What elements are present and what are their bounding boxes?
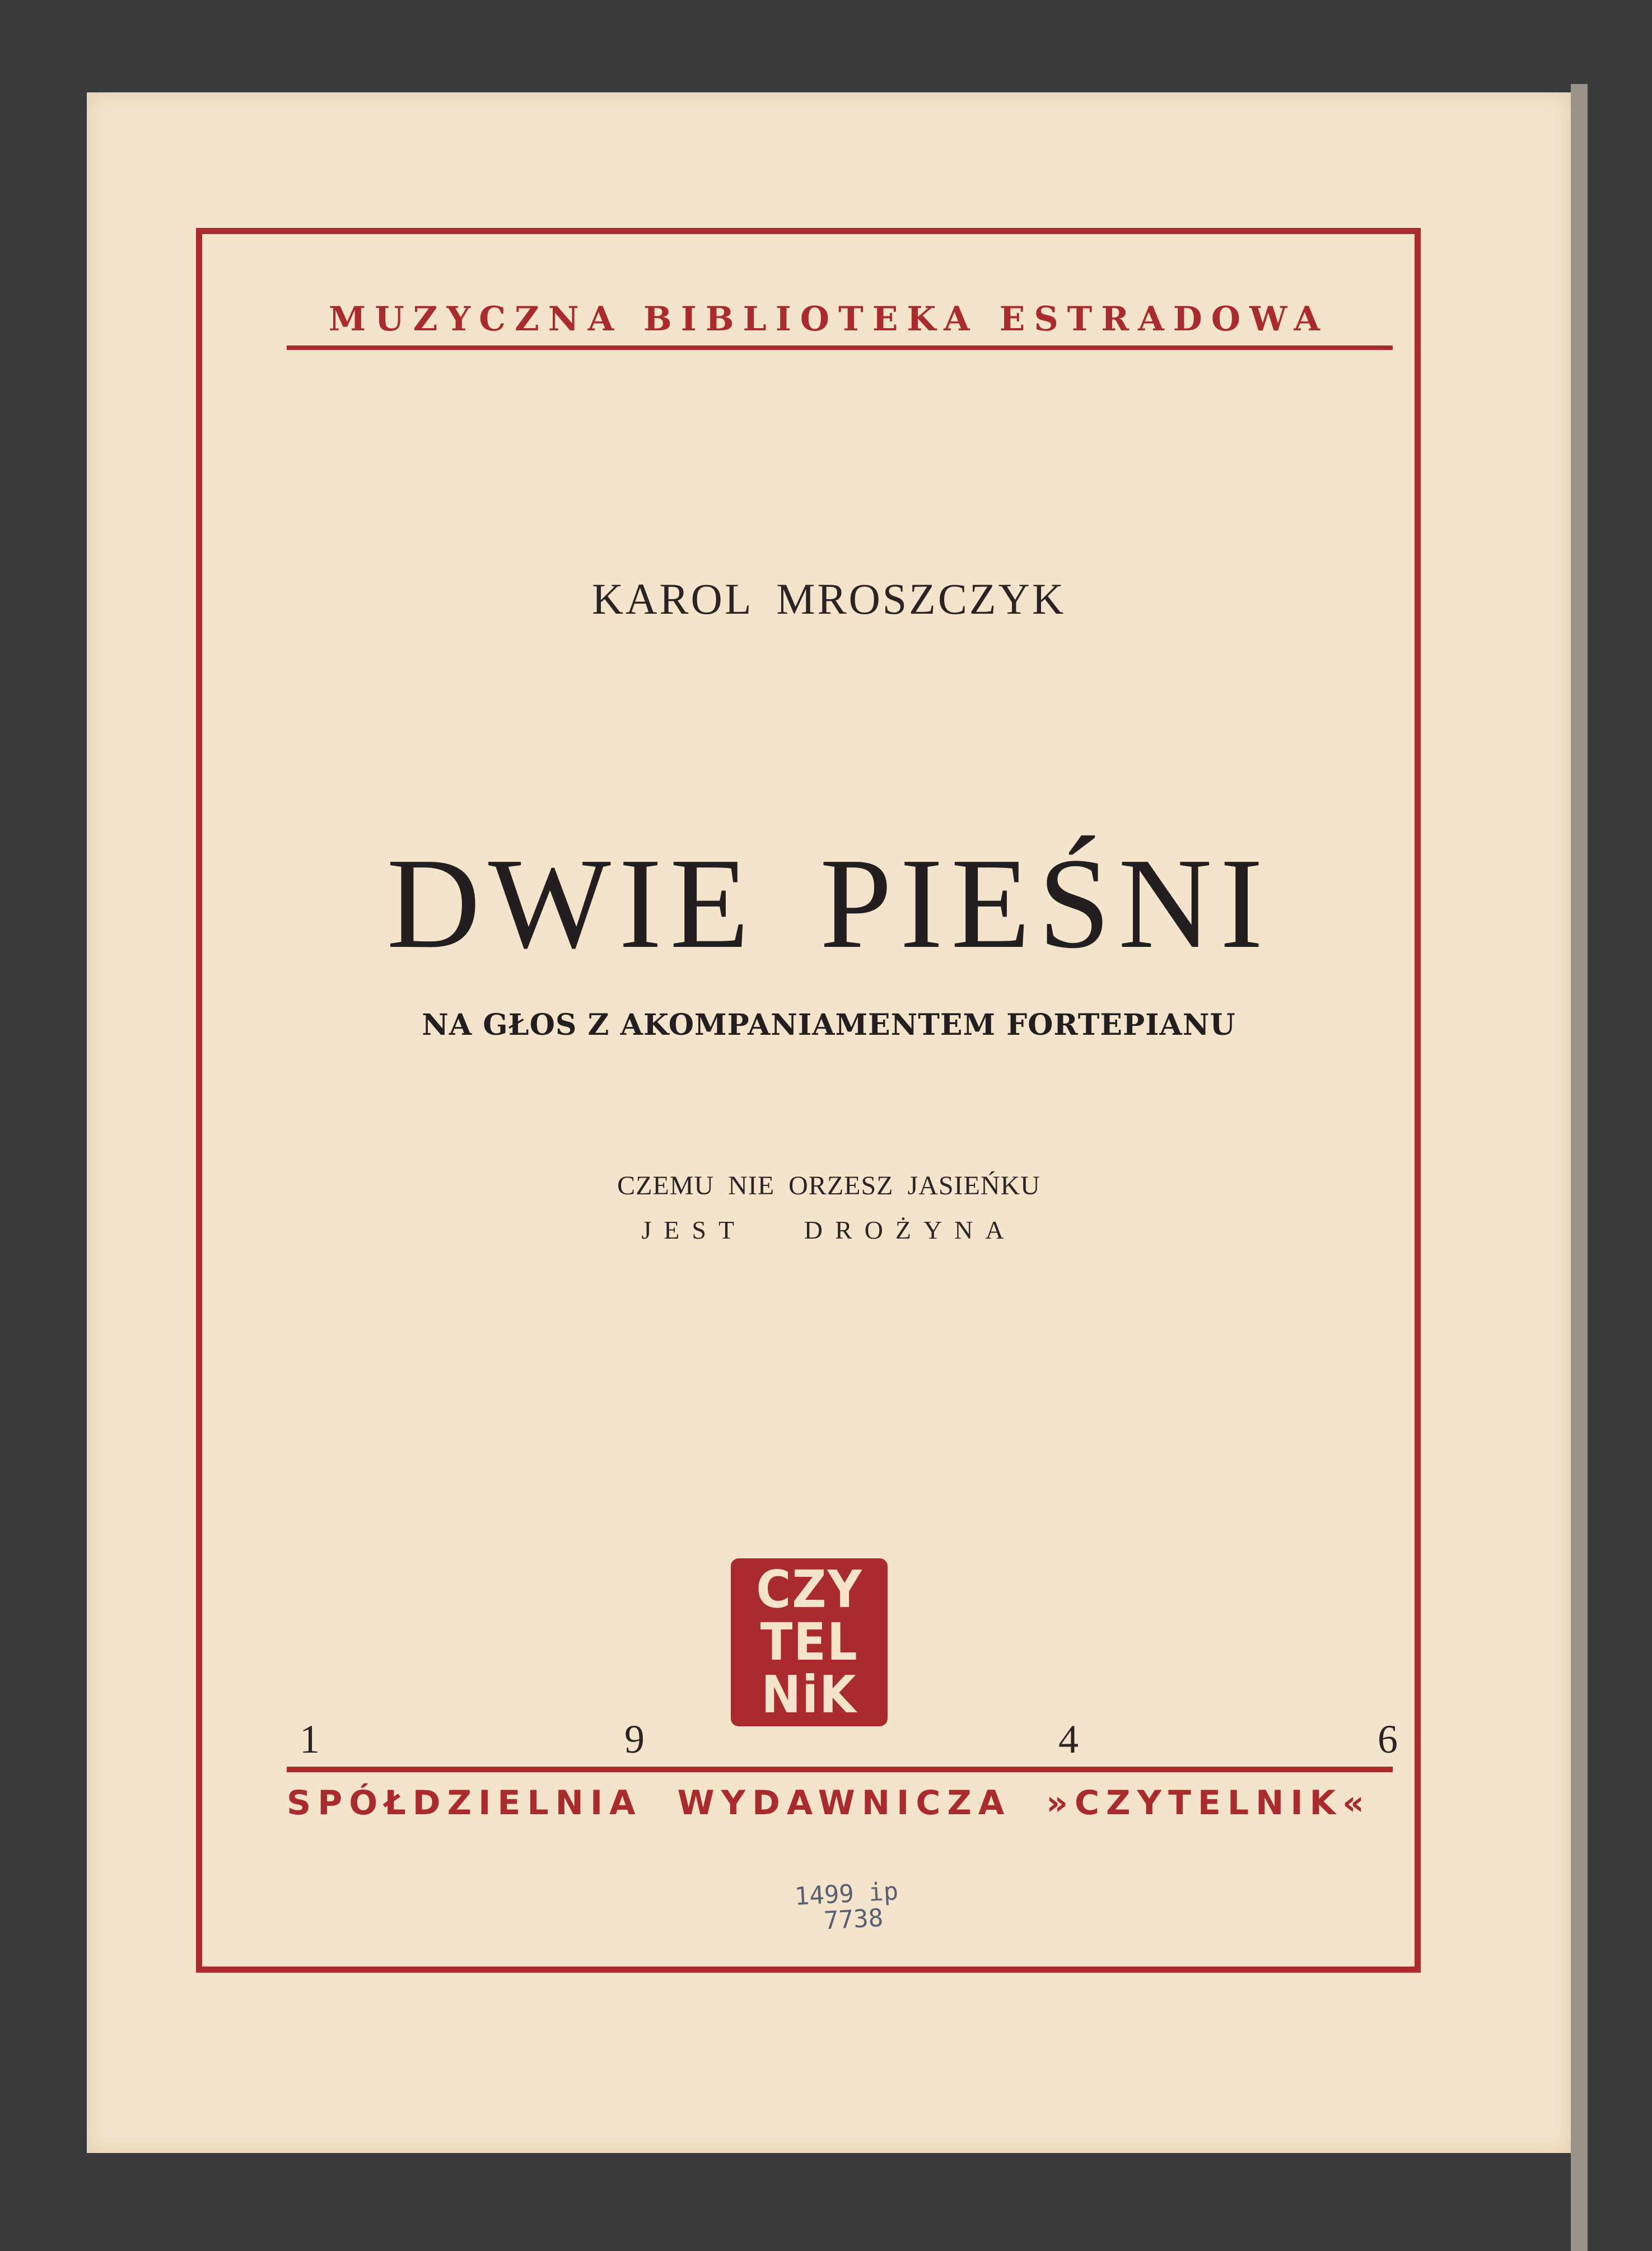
year-underline [287, 1767, 1393, 1772]
stamp-line-1: 1499 ip [794, 1877, 899, 1911]
song-title-2: JEST DROŻYNA [641, 1216, 1016, 1244]
year-digit: 6 [1378, 1717, 1398, 1762]
series-title: MUZYCZNA BIBLIOTEKA ESTRADOWA [328, 300, 1329, 339]
scan-backdrop-edge [1571, 84, 1588, 2251]
series-underline [287, 345, 1393, 350]
stamp-line-2: 7738 [823, 1903, 884, 1936]
publisher-name: SPÓŁDZIELNIA WYDAWNICZA »CZYTELNIK« [287, 1783, 1371, 1823]
logo-line-2: TEL [760, 1612, 858, 1672]
logo-line-3: NiK [761, 1665, 857, 1725]
work-title: DWIE PIEŚNI [386, 832, 1271, 975]
document-cover [87, 92, 1571, 2153]
year-digit: 4 [1058, 1717, 1079, 1762]
czytelnik-logo [731, 1558, 888, 1726]
song-title-1: CZEMU NIE ORZESZ JASIEŃKU [617, 1171, 1040, 1201]
work-subtitle: NA GŁOS Z AKOMPANIAMENTEM FORTEPIANU [422, 1008, 1236, 1042]
logo-line-1: CZY [755, 1559, 863, 1619]
year-digit: 1 [300, 1717, 320, 1762]
author-name: KAROL MROSZCZYK [591, 575, 1066, 623]
library-stamp [794, 1879, 900, 1936]
year-digit: 9 [624, 1717, 645, 1762]
publication-year [300, 1716, 1397, 1767]
